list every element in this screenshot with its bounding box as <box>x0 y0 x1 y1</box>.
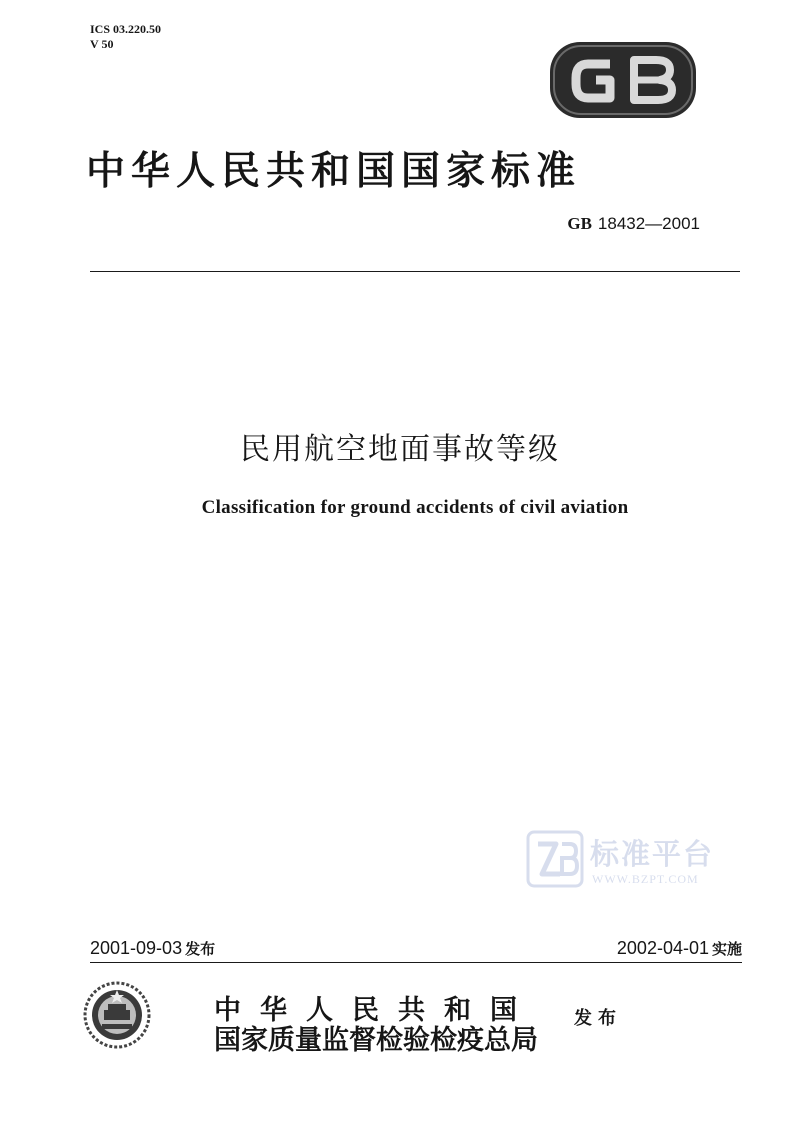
ccs-code: V 50 <box>90 37 114 51</box>
implementation-date-label: 实施 <box>711 940 742 958</box>
issuer-country: 中华人民共和国 <box>214 995 536 1026</box>
bz-logo-icon <box>526 830 584 888</box>
gb-logo-icon <box>548 38 698 120</box>
standard-number-value: 18432—2001 <box>597 214 700 233</box>
issue-date-label: 发布 <box>185 940 216 958</box>
classification-codes <box>90 22 161 52</box>
standard-title: 中华人民共和国国家标准 <box>86 148 582 194</box>
implementation-date <box>560 938 742 959</box>
watermark-url: WWW.BZPT.COM <box>592 872 699 886</box>
issuer-agency: 国家质量监督检验检疫总局 <box>214 1025 538 1056</box>
issue-date <box>90 938 215 959</box>
state-emblem-icon <box>82 980 152 1050</box>
header-divider <box>90 271 740 272</box>
watermark <box>526 830 736 892</box>
issue-date-value: 2001-09-03 <box>90 938 183 958</box>
document-title-english: Classification for ground accidents of civil aviation <box>201 497 629 518</box>
standard-number-prefix: GB <box>567 214 592 233</box>
publish-label: 发布 <box>574 1008 622 1029</box>
implementation-date-value: 2002-04-01 <box>616 938 709 958</box>
footer-divider <box>90 962 742 963</box>
standard-number <box>520 214 700 234</box>
ics-code: ICS 03.220.50 <box>90 22 162 36</box>
watermark-text: 标准平台 <box>590 837 715 871</box>
document-title-chinese: 民用航空地面事故等级 <box>240 432 560 467</box>
